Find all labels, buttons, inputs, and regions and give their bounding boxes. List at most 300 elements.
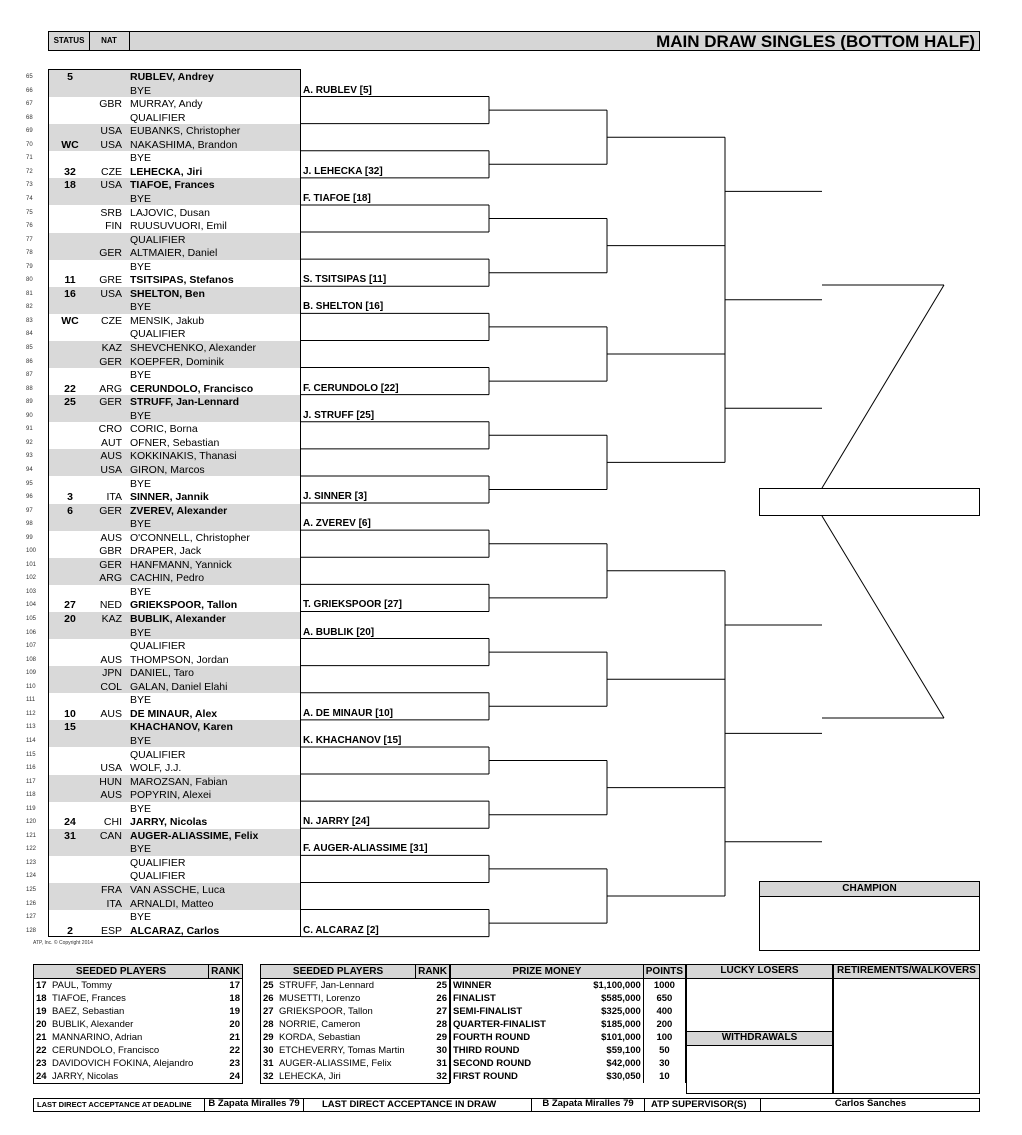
- draw-position: 128: [26, 927, 37, 934]
- table-cell: 24: [209, 1070, 243, 1084]
- player-name: ALTMAIER, Daniel: [130, 247, 218, 260]
- draw-position: 74: [26, 195, 33, 202]
- table-cell: 20: [34, 1018, 51, 1031]
- prize-cell: FOURTH ROUND: [451, 1031, 577, 1044]
- nationality: GER: [99, 558, 122, 571]
- draw-position: 85: [26, 345, 33, 351]
- bracket-line: [822, 516, 944, 718]
- table-row: [261, 1018, 450, 1031]
- prize-cell: $325,000: [601, 1006, 641, 1017]
- table-cell: 32: [416, 1070, 450, 1084]
- round2-winner: T. GRIEKSPOOR [27]: [303, 599, 402, 611]
- table-cell: 25: [261, 979, 278, 993]
- table-cell: 17: [209, 979, 243, 993]
- player-name: BYE: [130, 626, 152, 639]
- nationality: ARG: [99, 382, 122, 395]
- seed-status: 6: [67, 504, 73, 517]
- seed-status: 31: [64, 829, 76, 842]
- prize-cell: 200: [643, 1018, 685, 1031]
- nationality: GER: [99, 355, 122, 368]
- draw-position: 123: [26, 859, 37, 866]
- draw-position: 66: [26, 87, 33, 94]
- player-name: QUALIFIER: [130, 233, 186, 246]
- draw-position: 69: [26, 128, 33, 135]
- lda-deadline-value: B Zapata Miralles 79: [204, 1098, 304, 1112]
- table-cell: 17: [34, 979, 51, 993]
- draw-position: 78: [26, 250, 33, 257]
- player-name: BYE: [130, 694, 152, 707]
- seed-status: WC: [61, 314, 79, 327]
- player-name: STRUFF, Jan-Lennard: [130, 396, 240, 409]
- player-name: SHEVCHENKO, Alexander: [130, 342, 257, 354]
- table-cell: STRUFF, Jan-Lennard: [279, 980, 375, 991]
- player-name: HANFMANN, Yannick: [130, 558, 232, 571]
- nationality: GER: [99, 247, 122, 260]
- page-title: MAIN DRAW SINGLES (BOTTOM HALF): [656, 32, 975, 51]
- player-name: BYE: [130, 518, 152, 531]
- draw-position: 127: [26, 914, 37, 921]
- draw-position: 108: [26, 656, 37, 663]
- prize-row: [451, 1018, 686, 1031]
- draw-position: 75: [26, 209, 33, 216]
- table-cell: 19: [209, 1005, 243, 1018]
- player-name: ALCARAZ, Carlos: [130, 924, 220, 937]
- player-name: MURRAY, Andy: [130, 98, 203, 111]
- table-cell: MUSETTI, Lorenzo: [279, 993, 361, 1004]
- nationality: FRA: [101, 884, 122, 896]
- draw-position: 100: [26, 548, 37, 555]
- table-row: [261, 1044, 450, 1057]
- prize-header: PRIZE MONEY: [451, 965, 644, 979]
- player-name: MENSIK, Jakub: [130, 314, 205, 327]
- table-cell: BUBLIK, Alexander: [52, 1019, 134, 1030]
- prize-cell: $101,000: [601, 1032, 641, 1043]
- draw-position: 82: [26, 304, 33, 311]
- table-row: [34, 1070, 243, 1084]
- player-name: THOMPSON, Jordan: [130, 653, 229, 666]
- draw-position: 90: [26, 412, 33, 419]
- final-winner-box: [759, 488, 980, 516]
- prize-cell: THIRD ROUND: [451, 1044, 577, 1057]
- draw-position: 97: [26, 507, 33, 514]
- prize-money-table: [450, 964, 686, 1083]
- prize-cell: FIRST ROUND: [451, 1070, 577, 1083]
- seed-status: 16: [64, 287, 76, 300]
- draw-position: 92: [26, 439, 33, 446]
- draw-position: 120: [26, 819, 37, 826]
- nationality: USA: [100, 138, 122, 151]
- seed-status: 2: [67, 924, 73, 937]
- player-name: AUGER-ALIASSIME, Felix: [130, 829, 259, 842]
- nationality: COL: [100, 680, 122, 693]
- player-name: KHACHANOV, Karen: [130, 721, 233, 734]
- draw-position: 101: [26, 561, 37, 568]
- round2-winner: S. TSITSIPAS [11]: [303, 274, 387, 286]
- nationality: AUS: [100, 707, 122, 720]
- player-name: LEHECKA, Jiri: [130, 165, 203, 178]
- draw-position: 115: [26, 751, 36, 758]
- lucky-losers-box: [686, 964, 833, 1094]
- nat-column-header: NAT: [89, 32, 130, 50]
- lda-draw-label: LAST DIRECT ACCEPTANCE IN DRAW: [322, 1099, 497, 1110]
- nationality: GRE: [99, 274, 122, 287]
- prize-row: [451, 992, 686, 1005]
- lda-deadline-label: LAST DIRECT ACCEPTANCE AT DEADLINE: [37, 1100, 192, 1109]
- player-name: GIRON, Marcos: [130, 463, 205, 476]
- player-name: EUBANKS, Christopher: [130, 125, 241, 138]
- draw-position: 124: [26, 873, 37, 880]
- draw-position: 102: [26, 575, 37, 582]
- table-cell: 26: [261, 992, 278, 1005]
- nationality: ITA: [106, 491, 122, 504]
- table-cell: PAUL, Tommy: [52, 980, 112, 991]
- prize-cell: 30: [643, 1057, 685, 1070]
- table-cell: 21: [209, 1031, 243, 1044]
- draw-position: 95: [26, 480, 33, 487]
- player-name: O'CONNELL, Christopher: [130, 531, 250, 544]
- table-cell: 29: [416, 1031, 450, 1044]
- prize-cell: $30,050: [606, 1071, 641, 1082]
- table-cell: 30: [261, 1044, 278, 1057]
- nationality: CZE: [101, 314, 122, 327]
- nationality: ARG: [99, 572, 122, 585]
- draw-position: 94: [26, 466, 33, 473]
- acceptance-bar: [33, 1098, 980, 1112]
- player-name: GRIEKSPOOR, Tallon: [130, 599, 238, 612]
- nationality: NED: [99, 599, 122, 612]
- player-name: RUUSUVUORI, Emil: [130, 220, 227, 233]
- nationality: ITA: [106, 897, 122, 910]
- draw-position: 83: [26, 317, 33, 324]
- retirements-box: [833, 964, 980, 1094]
- seed-status: 3: [67, 491, 73, 504]
- table-cell: 23: [34, 1057, 51, 1070]
- draw-position: 76: [26, 223, 33, 230]
- draw-position: 110: [26, 683, 36, 690]
- table-cell: 20: [209, 1018, 243, 1031]
- table-cell: 22: [34, 1044, 51, 1057]
- player-name: BYE: [130, 84, 152, 97]
- nationality: USA: [100, 463, 122, 476]
- round2-winner: C. ALCARAZ [2]: [303, 924, 379, 936]
- player-name: QUALIFIER: [130, 870, 186, 883]
- draw-position: 68: [26, 114, 33, 121]
- bracket-line: [822, 285, 944, 488]
- draw-position: 93: [26, 453, 33, 460]
- player-name: WOLF, J.J.: [130, 762, 182, 775]
- supervisor-value: Carlos Sanches: [760, 1098, 980, 1112]
- player-name: BYE: [130, 301, 152, 314]
- nationality: JPN: [102, 667, 122, 680]
- draw-position: 116: [26, 765, 36, 772]
- player-name: GALAN, Daniel Elahi: [130, 680, 228, 693]
- seed-status: 18: [64, 179, 76, 192]
- table-cell: DAVIDOVICH FOKINA, Alejandro: [52, 1058, 194, 1069]
- draw-position: 105: [26, 616, 37, 622]
- seed-status: WC: [61, 138, 79, 151]
- table-row: [34, 1057, 243, 1070]
- player-name: NAKASHIMA, Brandon: [130, 138, 238, 151]
- nationality: FIN: [105, 220, 122, 233]
- table-row: [34, 979, 243, 993]
- player-name: RUBLEV, Andrey: [130, 71, 214, 83]
- seeded-players-table-right: [260, 964, 450, 1088]
- prize-row: [451, 1031, 686, 1044]
- player-name: SINNER, Jannik: [130, 491, 209, 504]
- player-name: SHELTON, Ben: [130, 287, 205, 300]
- table-row: [34, 1044, 243, 1057]
- nationality: CHI: [103, 816, 122, 829]
- player-name: BYE: [130, 260, 152, 273]
- table-row: [34, 1005, 243, 1018]
- player-name: QUALIFIER: [130, 640, 186, 653]
- draw-position: 71: [26, 155, 33, 162]
- prize-cell: $59,100: [606, 1045, 641, 1056]
- draw-position: 70: [26, 141, 33, 148]
- player-name: QUALIFIER: [130, 748, 186, 761]
- seed-status: 22: [64, 382, 76, 395]
- prize-row: [451, 1057, 686, 1070]
- player-name: BYE: [130, 477, 152, 490]
- nationality: KAZ: [101, 342, 122, 354]
- table-cell: 21: [34, 1031, 51, 1044]
- player-name: CACHIN, Pedro: [130, 572, 205, 585]
- player-name: BYE: [130, 802, 152, 815]
- draw-position: 87: [26, 372, 33, 379]
- nationality: USA: [100, 125, 122, 138]
- rank-header: RANK: [209, 965, 243, 979]
- nationality: GBR: [99, 545, 122, 558]
- player-name: DANIEL, Taro: [130, 667, 194, 680]
- player-name: BUBLIK, Alexander: [130, 613, 226, 625]
- round2-winner: A. DE MINAUR [10]: [303, 707, 394, 719]
- draw-position: 122: [26, 846, 37, 853]
- rank-header: RANK: [416, 965, 450, 979]
- player-name: OFNER, Sebastian: [130, 436, 220, 449]
- round2-winner: A. BUBLIK [20]: [303, 626, 375, 638]
- supervisor-label: ATP SUPERVISOR(S): [651, 1099, 747, 1110]
- draw-position: 117: [26, 778, 36, 785]
- table-cell: 28: [261, 1018, 278, 1031]
- table-cell: 23: [209, 1057, 243, 1070]
- table-cell: GRIEKSPOOR, Tallon: [279, 1006, 373, 1017]
- player-name: ARNALDI, Matteo: [130, 897, 214, 910]
- prize-cell: 100: [643, 1031, 685, 1044]
- round2-winner: N. JARRY [24]: [303, 816, 370, 828]
- nationality: AUT: [101, 436, 122, 449]
- player-name: JARRY, Nicolas: [130, 816, 208, 829]
- table-cell: 18: [209, 992, 243, 1005]
- player-name: DE MINAUR, Alex: [130, 707, 218, 720]
- prize-cell: SECOND ROUND: [451, 1057, 577, 1070]
- table-row: [261, 1057, 450, 1070]
- nationality: ESP: [100, 924, 122, 937]
- round2-winner: A. RUBLEV [5]: [303, 84, 372, 96]
- nationality: USA: [100, 179, 122, 192]
- nationality: SRB: [100, 206, 122, 219]
- seed-status: 24: [64, 816, 76, 829]
- prize-cell: 1000: [643, 979, 685, 993]
- player-name: CORIC, Borna: [130, 423, 198, 436]
- draw-position: 81: [26, 290, 33, 297]
- nationality: USA: [100, 287, 122, 300]
- draw-position: 112: [26, 710, 36, 717]
- table-row: [261, 1005, 450, 1018]
- draw-position: 80: [26, 277, 33, 284]
- draw-position: 65: [26, 74, 33, 80]
- player-name: BYE: [130, 152, 152, 165]
- draw-position: 106: [26, 629, 37, 636]
- player-name: MAROZSAN, Fabian: [130, 775, 228, 788]
- draw-position: 125: [26, 887, 37, 893]
- table-row: [261, 992, 450, 1005]
- player-name: QUALIFIER: [130, 111, 186, 124]
- table-cell: 18: [34, 992, 51, 1005]
- prize-cell: FINALIST: [451, 992, 577, 1005]
- draw-position: 91: [26, 426, 33, 433]
- prize-row: [451, 1005, 686, 1018]
- draw-position: 111: [26, 697, 36, 704]
- prize-cell: 50: [643, 1044, 685, 1057]
- table-cell: NORRIE, Cameron: [279, 1019, 361, 1030]
- round2-winner: F. CERUNDOLO [22]: [303, 382, 399, 394]
- table-row: [261, 1070, 450, 1084]
- nationality: AUS: [100, 450, 122, 463]
- draw-position: 89: [26, 399, 33, 406]
- champion-label: CHAMPION: [760, 882, 979, 897]
- draw-position: 126: [26, 900, 37, 907]
- draw-position: 84: [26, 331, 33, 338]
- prize-cell: $42,000: [606, 1058, 641, 1069]
- seed-status: 5: [67, 71, 73, 83]
- player-name: POPYRIN, Alexei: [130, 789, 212, 802]
- table-row: [261, 1031, 450, 1044]
- draw-position: 118: [26, 792, 36, 799]
- prize-row: [451, 1070, 686, 1083]
- round2-winner: F. TIAFOE [18]: [303, 192, 371, 204]
- copyright-text: ATP, Inc. © Copyright 2014: [33, 940, 93, 946]
- player-name: KOKKINAKIS, Thanasi: [130, 450, 237, 463]
- table-cell: 31: [261, 1057, 278, 1070]
- nationality: AUS: [100, 531, 122, 544]
- seed-status: 27: [64, 599, 76, 612]
- draw-position: 113: [26, 724, 36, 731]
- table-cell: BAEZ, Sebastian: [52, 1006, 125, 1017]
- table-cell: 30: [416, 1044, 450, 1057]
- player-name: VAN ASSCHE, Luca: [130, 884, 225, 896]
- draw-position: 88: [26, 385, 33, 392]
- table-cell: 25: [416, 979, 450, 993]
- draw-position: 79: [26, 263, 33, 270]
- player-name: BYE: [130, 369, 152, 382]
- draw-position: 121: [26, 832, 37, 839]
- table-cell: 32: [261, 1070, 278, 1084]
- withdrawals-label: WITHDRAWALS: [687, 1031, 832, 1046]
- table-cell: 27: [261, 1005, 278, 1018]
- seed-status: 11: [64, 274, 76, 287]
- table-cell: 27: [416, 1005, 450, 1018]
- seed-status: 25: [64, 396, 76, 409]
- nationality: USA: [100, 762, 122, 775]
- table-row: [34, 1018, 243, 1031]
- draw-position: 77: [26, 236, 33, 243]
- player-name: TIAFOE, Frances: [130, 179, 215, 192]
- table-cell: 19: [34, 1005, 51, 1018]
- player-name: BYE: [130, 843, 152, 856]
- draw-position: 96: [26, 494, 33, 501]
- seeded-header: SEEDED PLAYERS: [261, 965, 416, 979]
- table-cell: ETCHEVERRY, Tomas Martin: [279, 1045, 405, 1056]
- prize-cell: $185,000: [601, 1019, 641, 1030]
- draw-position: 86: [26, 358, 33, 365]
- player-name: TSITSIPAS, Stefanos: [130, 274, 234, 287]
- table-cell: KORDA, Sebastian: [279, 1032, 361, 1043]
- prize-cell: $1,100,000: [593, 980, 641, 991]
- seeded-players-table-left: [33, 964, 243, 1088]
- round2-winner: J. SINNER [3]: [303, 491, 367, 503]
- table-cell: 22: [209, 1044, 243, 1057]
- table-cell: 26: [416, 992, 450, 1005]
- nationality: CRO: [98, 423, 122, 436]
- table-cell: 24: [34, 1070, 51, 1084]
- round2-winner: F. AUGER-ALIASSIME [31]: [303, 843, 428, 855]
- draw-position: 103: [26, 588, 37, 595]
- round2-winner: A. ZVEREV [6]: [303, 518, 371, 530]
- draw-position: 72: [26, 168, 33, 175]
- draw-position: 114: [26, 737, 36, 744]
- table-cell: 31: [416, 1057, 450, 1070]
- table-cell: LEHECKA, Jiri: [279, 1071, 341, 1082]
- nationality: GER: [99, 504, 122, 517]
- table-cell: TIAFOE, Frances: [52, 993, 126, 1004]
- nationality: GER: [99, 396, 122, 409]
- table-cell: JARRY, Nicolas: [52, 1071, 119, 1082]
- draw-position: 99: [26, 534, 33, 541]
- seeded-header: SEEDED PLAYERS: [34, 965, 209, 979]
- draw-position: 107: [26, 643, 37, 650]
- prize-cell: QUARTER-FINALIST: [451, 1018, 577, 1031]
- prize-cell: SEMI-FINALIST: [451, 1005, 577, 1018]
- table-cell: CERUNDOLO, Francisco: [52, 1045, 160, 1056]
- nationality: GBR: [99, 98, 122, 111]
- player-name: BYE: [130, 192, 152, 205]
- player-name: QUALIFIER: [130, 328, 186, 341]
- table-cell: 28: [416, 1018, 450, 1031]
- player-name: KOEPFER, Dominik: [130, 355, 224, 368]
- champion-box: [759, 881, 980, 951]
- prize-cell: 10: [643, 1070, 685, 1083]
- seed-status: 32: [64, 165, 76, 178]
- prize-row: [451, 1044, 686, 1057]
- player-name: QUALIFIER: [130, 856, 186, 869]
- nationality: CZE: [101, 165, 122, 178]
- nationality: HUN: [99, 775, 122, 788]
- draw-position: 98: [26, 521, 33, 528]
- draw-position: 67: [26, 101, 33, 108]
- round2-winner: J. LEHECKA [32]: [303, 165, 383, 177]
- player-name: DRAPER, Jack: [130, 545, 202, 558]
- prize-cell: $585,000: [601, 993, 641, 1004]
- player-name: CERUNDOLO, Francisco: [130, 382, 254, 395]
- nationality: CAN: [99, 829, 122, 842]
- nationality: KAZ: [101, 613, 122, 625]
- nationality: AUS: [100, 653, 122, 666]
- nationality: AUS: [100, 789, 122, 802]
- table-cell: 29: [261, 1031, 278, 1044]
- draw-position: 73: [26, 182, 33, 189]
- table-row: [261, 979, 450, 993]
- lda-draw-value: B Zapata Miralles 79: [531, 1098, 645, 1112]
